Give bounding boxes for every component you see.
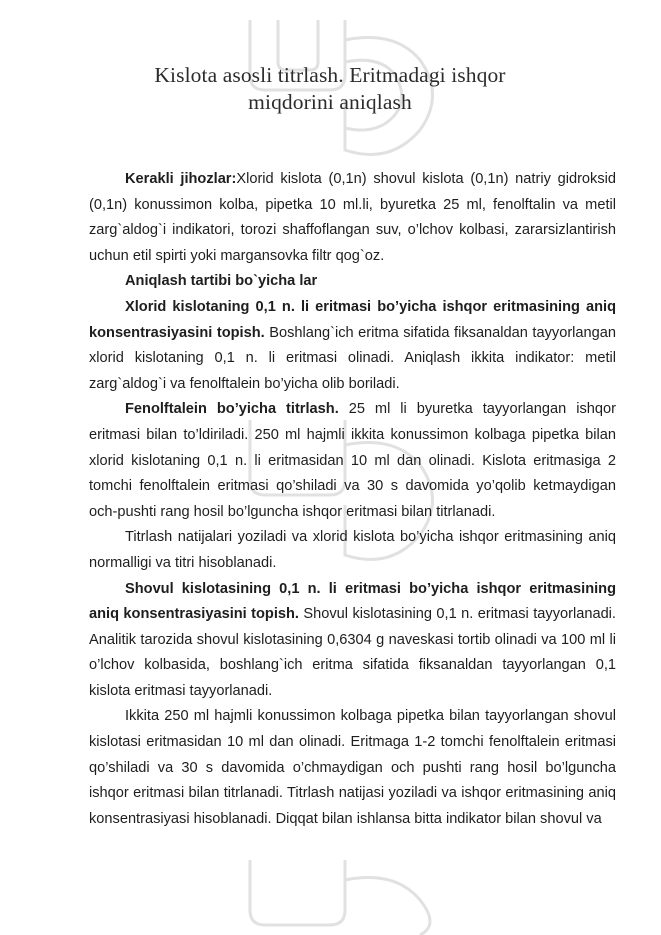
paragraph-text: Boshlang`ich eritma sifatida fiksanaldan tayyorlangan xlorid kislotaning 0,1 n. li eritmasi olinadi. Aniqlash ikkita indikator: metil zarg`aldog`i va fenolftalein bo’yicha olib boriladi. <box>89 324 616 392</box>
paragraph-lead: Fenolftalein bo’yicha titrlash. <box>125 401 339 418</box>
paragraph-lead: Aniqlash tartibi bo`yicha lar <box>125 273 318 290</box>
paragraph <box>89 397 616 525</box>
paragraph <box>89 525 616 576</box>
title-line-1: Kislota asosli titrlash. Eritmadagi ishqor <box>154 63 506 87</box>
document-body <box>89 167 616 832</box>
paragraph <box>89 167 616 269</box>
paragraph-text: Shovul kislotasining 0,1 n. eritmasi tayyorlanadi. Analitik tarozida shovul kislotasining 0,6304 g naveskasi tortib olinadi va 100 ml li o’lchov kolbasida, boshlang`ich eritma sifatida fiksanaldan tayyorlangan 0,1 kislota eritmasi tayyorlanadi. <box>89 606 616 699</box>
paragraph-text: Ikkita 250 ml hajmli konussimon kolbaga pipetka bilan tayyorlangan shovul kislotasi eritmasidan 10 ml dan olinadi. Eritmaga 1-2 tomchi fenolftalein eritmasi qo’shiladi va 30 s davomida o’chmaydigan och pushti rang hosil bo’lguncha ishqor eritmasi bilan titrlanadi. Titrlash natijasi yoziladi va ishqor eritmasining aniq konsentrasiyasi hisoblanadi. Diqqat bilan ishlansa bitta indikator bilan shovul va <box>89 708 616 827</box>
paragraph <box>89 577 616 705</box>
paragraph-lead: Xlorid kislotaning 0,1 n. li eritmasi bo’yicha ishqor eritmasining aniq konsentrasiyasini topish. <box>89 298 616 341</box>
paragraph-lead: Shovul kislotasining 0,1 n. li eritmasi bo’yicha ishqor eritmasining aniq konsentrasiyasini topish. <box>89 580 616 623</box>
paragraph-text: 25 ml li byuretka tayyorlangan ishqor eritmasi bilan to’ldiriladi. 250 ml hajmli ikkita konussimon kolbaga pipetka bilan xlorid kislotaning 0,1 n. li eritmasidan 10 ml dan olinadi. Kislota eritmasiga 2 tomchi fenolftalein eritmasi qo’shiladi va 30 s davomida yo’qolib ketmaydigan och-pushti rang hosil bo’lguncha ishqor eritmasi bilan titrlanadi. <box>89 401 616 520</box>
paragraph <box>89 295 616 397</box>
paragraph-lead: Kerakli jihozlar: <box>125 171 237 187</box>
title-line-2: miqdorini aniqlash <box>248 90 412 114</box>
paragraph-text: Titrlash natijalari yoziladi va xlorid kislota bo’yicha ishqor eritmasining aniq normalligi va titri hisoblanadi. <box>89 529 616 571</box>
paragraph <box>89 704 616 832</box>
paragraph-text: Xlorid kislota (0,1n) shovul kislota (0,1n) natriy gidroksid (0,1n) konussimon kolba, pipetka 10 ml.li, byuretka 25 ml, fenolftalin va metil zarg`aldog`i indikatori, torozi shaffoflangan suv, o’lchov kolbasi, zararsizlantirish uchun etil spirti yoki margansovka filtr qog`oz. <box>89 171 616 264</box>
page-title <box>90 62 570 116</box>
paragraph <box>89 269 616 295</box>
